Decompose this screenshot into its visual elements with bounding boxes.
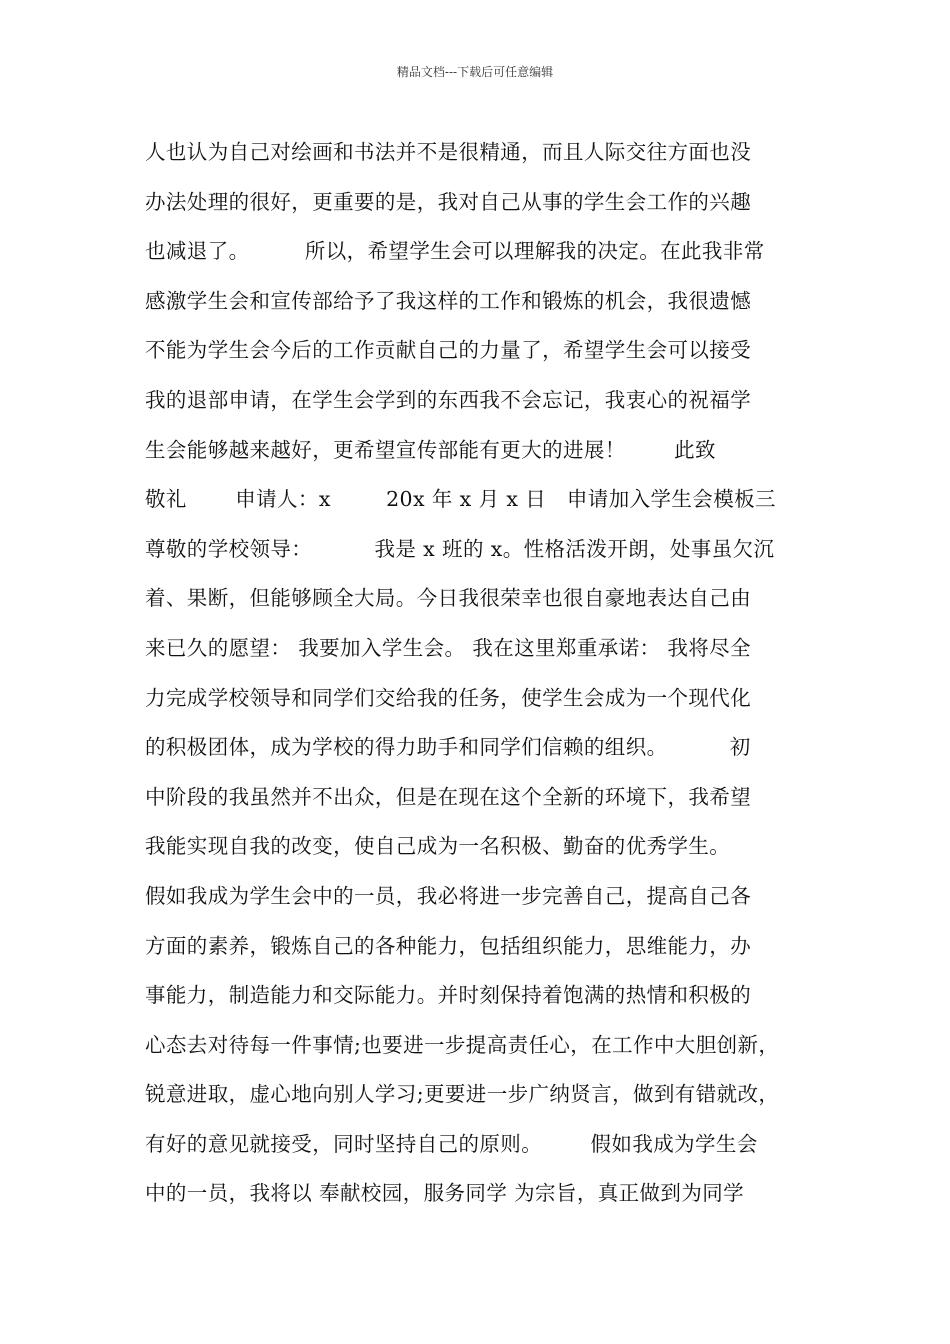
text-line: 不能为学生会今后的工作贡献自己的力量了，希望学生会可以接受 — [145, 338, 752, 363]
text-line: 心态去对待每一件事情;也要进一步提高责任心，在工作中大胆创新， — [145, 1032, 780, 1057]
text-line: 尊敬的学校领导： 我是 x 班的 x。性格活泼开朗，处事虽欠沉 — [145, 536, 775, 561]
text-line: 办法处理的很好，更重要的是，我对自己从事的学生会工作的兴趣 — [145, 189, 752, 214]
text-line: 中阶段的我虽然并不出众，但是在现在这个全新的环境下，我希望 — [145, 784, 752, 809]
page-header: 精品文档---下载后可任意编辑 — [396, 65, 554, 79]
text-line: 我能实现自我的改变，使自己成为一名积极、勤奋的优秀学生。 — [145, 834, 731, 859]
text-line: 来已久的愿望： 我要加入学生会。 我在这里郑重承诺： 我将尽全 — [145, 635, 751, 660]
text-line: 力完成学校领导和同学们交给我的任务，使学生会成为一个现代化 — [145, 685, 752, 710]
text-line: 锐意进取，虚心地向别人学习;更要进一步广纳贤言，做到有错就改， — [145, 1082, 780, 1107]
text-line: 也减退了。 所以，希望学生会可以理解我的决定。在此我非常 — [145, 239, 765, 264]
text-line: 着、果断，但能够顾全大局。今日我很荣幸也很自豪地表达自己由 — [145, 586, 752, 611]
text-line: 假如我成为学生会中的一员，我必将进一步完善自己，提高自己各 — [145, 883, 752, 908]
text-line: 中的一员，我将以 奉献校园，服务同学 为宗旨，真正做到为同学 — [145, 1181, 745, 1206]
document-body — [145, 128, 825, 1219]
text-line: 敬礼 申请人：x 20x 年 x 月 x 日 申请加入学生会模板三 — [145, 487, 776, 512]
text-line: 有好的意见就接受，同时坚持自己的原则。 假如我成为学生会 — [145, 1131, 758, 1156]
text-line: 生会能够越来越好，更希望宣传部能有更大的进展！ 此致 — [145, 437, 716, 462]
text-line: 的积极团体，成为学校的得力助手和同学们信赖的组织。 初 — [145, 735, 751, 760]
text-line: 事能力，制造能力和交际能力。并时刻保持着饱满的热情和积极的 — [145, 983, 752, 1008]
text-line: 感激学生会和宣传部给予了我这样的工作和锻炼的机会，我很遗憾 — [145, 288, 752, 313]
text-line: 方面的素养，锻炼自己的各种能力，包括组织能力，思维能力，办 — [145, 933, 752, 958]
text-line: 人也认为自己对绘画和书法并不是很精通，而且人际交往方面也没 — [145, 140, 752, 164]
text-line: 我的退部申请，在学生会学到的东西我不会忘记，我衷心的祝福学 — [145, 387, 752, 412]
